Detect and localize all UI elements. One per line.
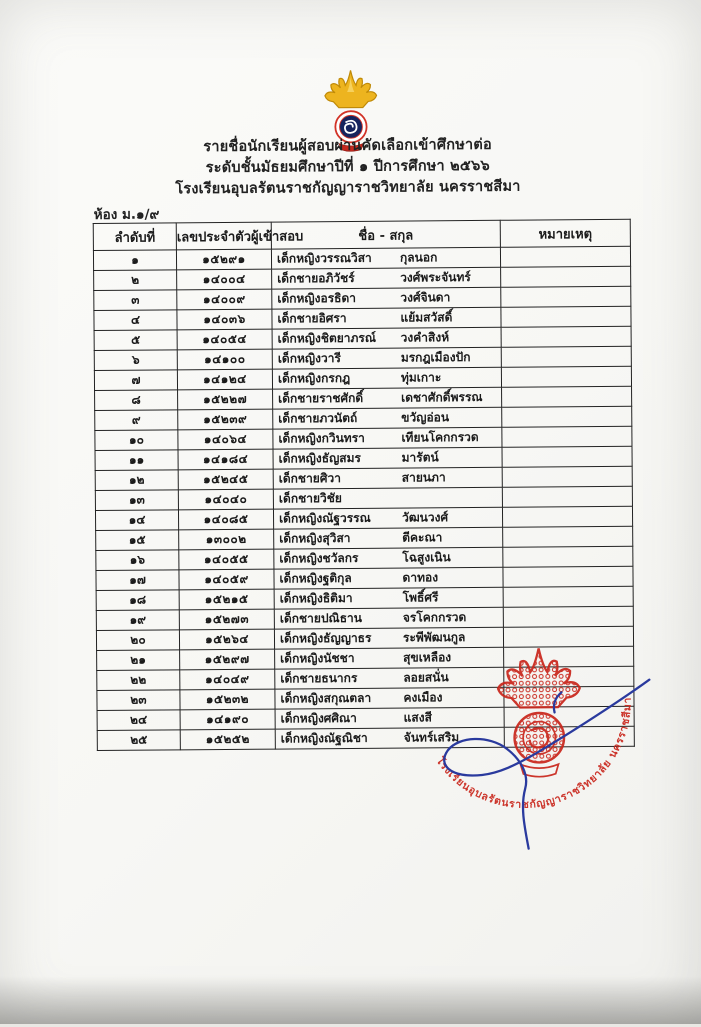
- row-number: ๓: [94, 290, 177, 311]
- row-remark: [504, 726, 634, 747]
- row-surname: วงศ์จินดา: [400, 290, 451, 305]
- row-given-name: เด็กหญิงธิติมา: [279, 590, 353, 606]
- row-given-name: เด็กหญิงวรรณวิสา: [276, 250, 372, 266]
- row-given-name: เด็กหญิงวารี: [277, 351, 341, 366]
- row-exam-id: ๑๕๒๕๒: [180, 729, 275, 750]
- row-name-cell: [273, 447, 502, 469]
- row-surname: กุลนอก: [399, 250, 438, 265]
- row-exam-id: ๑๔๑๒๔: [177, 369, 272, 390]
- row-surname: จรโคกกรวด: [402, 610, 467, 625]
- row-surname: จันทร์เสริม: [403, 730, 460, 745]
- row-surname: ดาทอง: [402, 570, 439, 585]
- row-surname: ตีคะณา: [402, 530, 443, 545]
- row-number: ๑๕: [96, 530, 179, 551]
- row-name-cell: [272, 347, 501, 369]
- row-name-cell: [275, 707, 504, 729]
- row-surname: วงศ์พระจันทร์: [400, 270, 471, 285]
- row-remark: [502, 446, 632, 467]
- row-exam-id: ๑๔๐๕๙: [179, 569, 274, 590]
- row-given-name: เด็กชายวิชัย: [278, 491, 342, 506]
- row-given-name: เด็กหญิงธัญสมร: [278, 450, 362, 466]
- row-number: ๑๑: [95, 450, 178, 471]
- row-name-cell: [274, 567, 503, 589]
- row-number: ๒๔: [97, 710, 180, 731]
- row-name-cell: [273, 407, 502, 429]
- row-given-name: เด็กชายอภิวัชร์: [277, 270, 355, 286]
- row-given-name: เด็กหญิงสุวิสา: [279, 531, 351, 546]
- document-title-line-3: โรงเรียนอุบลรัตนราชกัญญาราชวิทยาลัย นครราชสีมา: [175, 178, 521, 198]
- row-exam-id: ๑๔๐๐๔: [177, 269, 272, 290]
- row-number: ๒๓: [97, 690, 180, 711]
- row-given-name: เด็กหญิงชวัลกร: [279, 550, 359, 566]
- row-name-cell: [272, 287, 501, 309]
- row-name-cell: [272, 267, 501, 289]
- row-number: ๒๐: [96, 630, 179, 651]
- row-number: ๑๖: [96, 550, 179, 571]
- row-name-cell: [274, 587, 503, 609]
- row-remark: [502, 486, 632, 507]
- row-number: ๒๕: [97, 730, 180, 751]
- row-surname: มรกฎเมืองปัก: [400, 350, 471, 365]
- row-given-name: เด็กชายภวนัตถ์: [278, 410, 358, 426]
- row-number: ๑๘: [96, 590, 179, 611]
- row-given-name: เด็กหญิงธัญญาธร: [279, 630, 372, 646]
- row-given-name: เด็กหญิงนัชชา: [280, 650, 355, 666]
- row-exam-id: ๑๓๐๐๒: [179, 529, 274, 550]
- row-name-cell: [274, 627, 503, 649]
- row-remark: [501, 366, 631, 387]
- table-row: [97, 726, 634, 750]
- row-given-name: เด็กชายราชศักดิ์: [278, 390, 364, 406]
- row-surname: โพธิ์ศรี: [402, 590, 439, 605]
- row-given-name: เด็กชายปณิธาน: [279, 610, 362, 626]
- row-number: ๑๐: [95, 430, 178, 451]
- row-remark: [503, 546, 633, 567]
- row-surname: เทียนโคกกรวด: [401, 429, 479, 445]
- row-number: ๑๓: [95, 490, 178, 511]
- row-given-name: เด็กหญิงณัฐวรรณ: [278, 510, 371, 526]
- row-remark: [502, 466, 632, 487]
- row-number: ๕: [94, 330, 177, 351]
- row-number: ๗: [94, 370, 177, 391]
- row-name-cell: [274, 607, 503, 629]
- row-remark: [504, 686, 634, 707]
- row-exam-id: ๑๔๐๕๔: [177, 329, 272, 350]
- row-name-cell: [272, 367, 501, 389]
- row-number: ๑๔: [95, 510, 178, 531]
- row-name-cell: [273, 467, 502, 489]
- room-label: ห้อง ม.๑/๙: [93, 206, 160, 224]
- row-number: ๑: [93, 250, 176, 271]
- row-exam-id: ๑๕๒๓๙: [178, 409, 273, 430]
- row-name-cell: [272, 307, 501, 329]
- row-remark: [502, 426, 632, 447]
- header-remark: หมายเหตุ: [500, 219, 630, 247]
- row-remark: [501, 326, 631, 347]
- row-name-cell: [273, 507, 502, 529]
- row-exam-id: ๑๕๒๙๑: [176, 249, 271, 270]
- row-surname: ลอยสนั่น: [403, 670, 449, 685]
- row-surname: คงเมือง: [403, 690, 443, 705]
- row-remark: [503, 606, 633, 627]
- row-given-name: เด็กชายศิวา: [278, 471, 341, 486]
- row-remark: [504, 646, 634, 667]
- header-exam-id: เลขประจำตัวผู้เข้าสอบ: [176, 222, 271, 250]
- row-number: ๒๑: [97, 650, 180, 671]
- row-name-cell: [275, 687, 504, 709]
- row-number: ๑๒: [95, 470, 178, 491]
- row-exam-id: ๑๔๑๙๐: [180, 709, 275, 730]
- row-number: ๔: [94, 310, 177, 331]
- row-surname: ระพีพัฒนกูล: [402, 630, 466, 645]
- row-exam-id: ๑๔๐๔๙: [180, 669, 275, 690]
- document-title-line-1: รายชื่อนักเรียนผู้สอบผ่านคัดเลือกเข้าศึกษาต่อ: [203, 136, 492, 156]
- row-given-name: เด็กหญิงกรกฎ: [277, 370, 351, 386]
- row-remark: [502, 406, 632, 427]
- row-remark: [501, 346, 631, 367]
- row-surname: สายนภา: [401, 470, 446, 485]
- row-remark: [500, 246, 630, 267]
- row-number: ๒๒: [97, 670, 180, 691]
- row-remark: [503, 626, 633, 647]
- row-exam-id: ๑๔๐๘๕: [178, 509, 273, 530]
- row-surname: วงคำสิงห์: [400, 330, 450, 345]
- row-given-name: เด็กชายอิศรา: [277, 311, 347, 326]
- row-exam-id: ๑๔๑๐๐: [177, 349, 272, 370]
- row-name-cell: [273, 387, 502, 409]
- row-remark: [501, 286, 631, 307]
- row-remark: [504, 666, 634, 687]
- row-surname: แสงสี: [403, 710, 432, 725]
- row-number: ๑๗: [96, 570, 179, 591]
- row-name-cell: [275, 667, 504, 689]
- row-exam-id: ๑๕๒๒๗: [178, 389, 273, 410]
- row-given-name: เด็กชายธนากร: [280, 670, 358, 686]
- row-exam-id: ๑๕๒๖๔: [179, 629, 274, 650]
- document-title-line-2: ระดับชั้นมัธยมศึกษาปีที่ ๑ ปีการศึกษา ๒๕๖๖: [205, 157, 490, 177]
- row-given-name: เด็กหญิงอรธิดา: [277, 290, 357, 306]
- row-remark: [502, 506, 632, 527]
- row-exam-id: ๑๕๒๔๕: [178, 469, 273, 490]
- row-number: ๘: [95, 390, 178, 411]
- stamp-curved-text: โรงเรียนอุบลรัตนราชกัญญาราชวิทยาลัย นครราชสีมา: [433, 696, 634, 811]
- student-roster-table: [93, 219, 635, 751]
- row-exam-id: ๑๕๒๙๗: [180, 649, 275, 670]
- row-given-name: เด็กหญิงชิตยาภรณ์: [277, 330, 377, 346]
- row-name-cell: [272, 327, 501, 349]
- row-remark: [503, 566, 633, 587]
- row-number: ๑๙: [96, 610, 179, 631]
- table-header-row: [93, 219, 630, 250]
- row-exam-id: ๑๔๑๘๔: [178, 449, 273, 470]
- row-surname: เดชาศักดิ์พรรณ: [401, 389, 483, 405]
- header-number: ลำดับที่: [93, 223, 176, 251]
- row-surname: วัฒนวงศ์: [401, 510, 449, 525]
- row-exam-id: ๑๔๐๖๔: [178, 429, 273, 450]
- row-given-name: เด็กหญิงสกุณตลา: [280, 690, 372, 706]
- row-surname: สุขเหลือง: [403, 650, 452, 665]
- row-name-cell: [275, 727, 504, 749]
- row-remark: [504, 706, 634, 727]
- row-exam-id: ๑๔๐๔๐: [178, 489, 273, 510]
- row-remark: [502, 386, 632, 407]
- row-remark: [503, 586, 633, 607]
- row-name-cell: [275, 647, 504, 669]
- row-surname: มารัตน์: [401, 450, 439, 465]
- row-exam-id: ๑๔๐๓๖: [177, 309, 272, 330]
- row-name-cell: [274, 527, 503, 549]
- student-table-body: [93, 246, 634, 750]
- row-given-name: เด็กหญิงกวินทรา: [278, 430, 365, 446]
- row-name-cell: [274, 547, 503, 569]
- row-remark: [503, 526, 633, 547]
- header-name: ชื่อ - สกุล: [271, 220, 500, 249]
- row-exam-id: ๑๕๒๑๕: [179, 589, 274, 610]
- row-surname: ทุ่มเกาะ: [400, 370, 442, 385]
- row-exam-id: ๑๔๐๕๕: [179, 549, 274, 570]
- row-name-cell: [273, 487, 502, 509]
- row-number: ๙: [95, 410, 178, 431]
- row-number: ๒: [94, 270, 177, 291]
- crest-aura-icon: [325, 70, 377, 108]
- row-number: ๖: [94, 350, 177, 371]
- row-given-name: เด็กหญิงฐติกุล: [279, 570, 352, 586]
- row-name-cell: [271, 247, 500, 269]
- row-remark: [501, 266, 631, 287]
- row-given-name: เด็กหญิงศศิณา: [280, 710, 357, 726]
- row-given-name: เด็กหญิงณัฐณิชา: [280, 730, 368, 746]
- row-exam-id: ๑๔๐๐๙: [177, 289, 272, 310]
- row-surname: ขวัญอ่อน: [401, 410, 450, 425]
- row-surname: แย้มสวัสดิ์: [400, 310, 453, 325]
- row-surname: โฉสูงเนิน: [402, 550, 451, 565]
- row-exam-id: ๑๕๒๓๒: [180, 689, 275, 710]
- row-name-cell: [273, 427, 502, 449]
- row-exam-id: ๑๕๒๗๓: [179, 609, 274, 630]
- row-remark: [501, 306, 631, 327]
